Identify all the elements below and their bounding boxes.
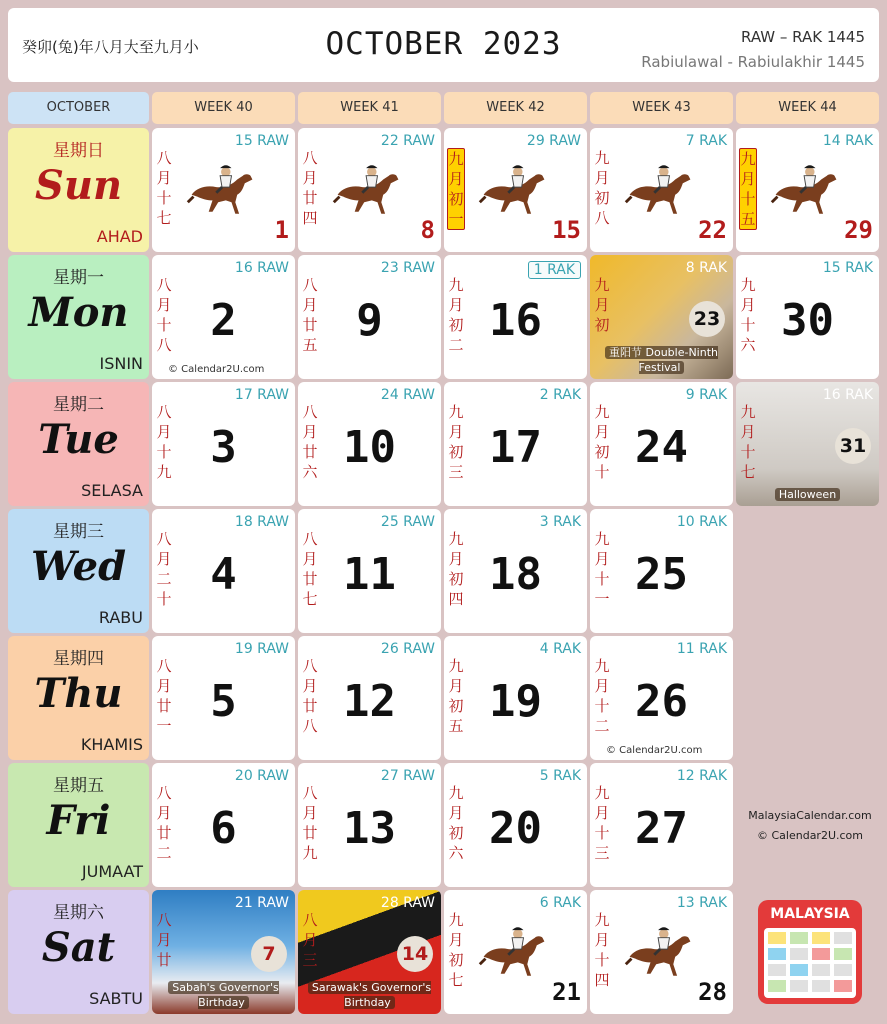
week-43-header: WEEK 43 bbox=[590, 92, 733, 124]
lunar-date: 九 月 十 二 bbox=[594, 657, 610, 735]
date-cell-12[interactable] bbox=[298, 636, 441, 760]
horse-racing-icon bbox=[622, 920, 698, 982]
date-cell-28[interactable] bbox=[590, 890, 733, 1014]
date-number: 5 bbox=[210, 676, 237, 727]
date-cell-11[interactable] bbox=[298, 509, 441, 633]
lunar-date: 八 月 廿 五 bbox=[302, 276, 318, 354]
date-number: 29 bbox=[844, 216, 873, 244]
badge-grid-icon bbox=[764, 928, 856, 998]
lunar-date: 八 月 廿 一 bbox=[156, 657, 172, 735]
hijri-date: 23 RAW bbox=[380, 260, 435, 276]
date-number: 27 bbox=[635, 803, 688, 854]
day-label-sat bbox=[8, 890, 149, 1014]
day-name-english: Wed bbox=[30, 543, 127, 590]
lunar-date: 九 月 初 八 bbox=[594, 149, 610, 227]
date-number: 25 bbox=[635, 549, 688, 600]
day-name-chinese: 星期一 bbox=[53, 268, 104, 288]
date-number: 16 bbox=[489, 295, 542, 346]
day-name-chinese: 星期二 bbox=[53, 395, 104, 415]
date-number: 23 bbox=[689, 301, 725, 337]
lunar-date: 八 月 十 七 bbox=[156, 149, 172, 227]
badge-title: MALAYSIA bbox=[770, 906, 850, 922]
date-cell-6[interactable] bbox=[152, 763, 295, 887]
week-40-header: WEEK 40 bbox=[152, 92, 295, 124]
lunar-date: 八 月 廿 八 bbox=[302, 657, 318, 735]
month-title: OCTOBER 2023 bbox=[325, 26, 562, 62]
hijri-date: 3 RAK bbox=[539, 514, 581, 530]
date-number: 14 bbox=[397, 936, 433, 972]
date-number: 12 bbox=[343, 676, 396, 727]
date-number: 31 bbox=[835, 428, 871, 464]
date-cell-8[interactable] bbox=[298, 128, 441, 252]
lunar-year-title: 癸卯(兔)年八月大至九月小 bbox=[22, 38, 199, 56]
date-number: 3 bbox=[210, 422, 237, 473]
lunar-date: 八 月 廿 四 bbox=[302, 149, 318, 227]
date-number: 13 bbox=[343, 803, 396, 854]
date-number: 21 bbox=[552, 978, 581, 1006]
site-credit: © Calendar2U.com bbox=[757, 829, 863, 842]
hijri-date: 6 RAK bbox=[539, 895, 581, 911]
day-name-chinese: 星期五 bbox=[53, 776, 104, 796]
day-label-fri bbox=[8, 763, 149, 887]
lunar-date: 九 月 初 四 bbox=[448, 530, 464, 608]
lunar-date: 九 月 初 十 bbox=[594, 403, 610, 481]
date-cell-5[interactable] bbox=[152, 636, 295, 760]
horse-racing-icon bbox=[768, 158, 844, 220]
date-cell-30[interactable] bbox=[736, 255, 879, 379]
holiday-name: 重阳节 Double-Ninth Festival bbox=[590, 345, 733, 375]
hijri-date: 2 RAK bbox=[539, 387, 581, 403]
hijri-date: 14 RAK bbox=[822, 133, 873, 149]
date-number: 8 bbox=[420, 216, 435, 244]
day-name-malay: SELASA bbox=[81, 481, 143, 500]
day-name-english: Thu bbox=[34, 670, 123, 717]
date-cell-19[interactable] bbox=[444, 636, 587, 760]
holiday-name: Halloween bbox=[736, 487, 879, 502]
date-cell-29[interactable] bbox=[736, 128, 879, 252]
day-label-wed bbox=[8, 509, 149, 633]
week-44-header: WEEK 44 bbox=[736, 92, 879, 124]
date-cell-4[interactable] bbox=[152, 509, 295, 633]
hijri-year: RAW – RAK 1445 bbox=[741, 28, 865, 46]
date-number: 7 bbox=[251, 936, 287, 972]
date-cell-23[interactable] bbox=[590, 255, 733, 379]
hijri-date: 13 RAK bbox=[676, 895, 727, 911]
day-name-malay: AHAD bbox=[96, 227, 143, 246]
horse-racing-icon bbox=[476, 158, 552, 220]
day-name-malay: JUMAAT bbox=[81, 862, 143, 881]
date-cell-18[interactable] bbox=[444, 509, 587, 633]
lunar-date: 八 月 三 bbox=[302, 911, 318, 969]
site-link[interactable]: MalaysiaCalendar.com bbox=[748, 809, 872, 822]
day-name-english: Mon bbox=[28, 289, 129, 336]
hijri-date: 16 RAW bbox=[234, 260, 289, 276]
lunar-date: 八 月 廿 七 bbox=[302, 530, 318, 608]
day-name-chinese: 星期六 bbox=[53, 903, 104, 923]
hijri-date: 15 RAW bbox=[234, 133, 289, 149]
holiday-name: Sarawak's Governor's Birthday bbox=[298, 980, 441, 1010]
lunar-date: 八 月 十 八 bbox=[156, 276, 172, 354]
lunar-date: 九 月 十 五 bbox=[740, 150, 756, 228]
hijri-date: 27 RAW bbox=[380, 768, 435, 784]
side-credit bbox=[740, 806, 880, 846]
hijri-date: 21 RAW bbox=[234, 895, 289, 911]
date-number: 30 bbox=[781, 295, 834, 346]
hijri-date: 11 RAK bbox=[676, 641, 727, 657]
date-number: 22 bbox=[698, 216, 727, 244]
date-cell-27[interactable] bbox=[590, 763, 733, 887]
date-number: 1 bbox=[274, 216, 289, 244]
day-name-malay: ISNIN bbox=[99, 354, 143, 373]
date-number: 17 bbox=[489, 422, 542, 473]
date-cell-22[interactable] bbox=[590, 128, 733, 252]
lunar-date: 九 月 十 六 bbox=[740, 276, 756, 354]
date-cell-10[interactable] bbox=[298, 382, 441, 506]
malaysia-calendar-badge[interactable] bbox=[758, 900, 862, 1004]
horse-racing-icon bbox=[330, 158, 406, 220]
day-label-mon bbox=[8, 255, 149, 379]
day-name-english: Sat bbox=[41, 924, 116, 971]
date-number: 11 bbox=[343, 549, 396, 600]
date-cell-13[interactable] bbox=[298, 763, 441, 887]
date-number: 28 bbox=[698, 978, 727, 1006]
date-number: 6 bbox=[210, 803, 237, 854]
date-number: 18 bbox=[489, 549, 542, 600]
day-name-chinese: 星期三 bbox=[53, 522, 104, 542]
day-label-sun bbox=[8, 128, 149, 252]
lunar-date: 八 月 十 九 bbox=[156, 403, 172, 481]
hijri-date: 4 RAK bbox=[539, 641, 581, 657]
date-cell-3[interactable] bbox=[152, 382, 295, 506]
horse-racing-icon bbox=[622, 158, 698, 220]
day-name-malay: RABU bbox=[98, 608, 143, 627]
lunar-date: 九 月 初 bbox=[594, 276, 610, 334]
day-label-tue bbox=[8, 382, 149, 506]
date-cell-21[interactable] bbox=[444, 890, 587, 1014]
hijri-date: 19 RAW bbox=[234, 641, 289, 657]
holiday-name: Sabah's Governor's Birthday bbox=[152, 980, 295, 1010]
date-cell-24[interactable] bbox=[590, 382, 733, 506]
cell-credit: © Calendar2U.com bbox=[606, 745, 703, 756]
day-name-chinese: 星期日 bbox=[53, 141, 104, 161]
lunar-date: 九 月 初 三 bbox=[448, 403, 464, 481]
month-column-header: OCTOBER bbox=[8, 92, 149, 124]
date-cell-26[interactable] bbox=[590, 636, 733, 760]
hijri-date: 7 RAK bbox=[685, 133, 727, 149]
hijri-date: 12 RAK bbox=[676, 768, 727, 784]
date-number: 24 bbox=[635, 422, 688, 473]
date-cell-15[interactable] bbox=[444, 128, 587, 252]
hijri-date: 29 RAW bbox=[526, 133, 581, 149]
date-number: 15 bbox=[552, 216, 581, 244]
hijri-date: 9 RAK bbox=[685, 387, 727, 403]
hijri-date: 28 RAW bbox=[380, 895, 435, 911]
date-number: 10 bbox=[343, 422, 396, 473]
hijri-date: 16 RAK bbox=[822, 387, 873, 403]
hijri-date: 17 RAW bbox=[234, 387, 289, 403]
date-cell-20[interactable] bbox=[444, 763, 587, 887]
day-name-malay: KHAMIS bbox=[80, 735, 143, 754]
date-number: 26 bbox=[635, 676, 688, 727]
lunar-date: 八 月 廿 bbox=[156, 911, 172, 969]
date-cell-14[interactable] bbox=[298, 890, 441, 1014]
date-cell-1[interactable] bbox=[152, 128, 295, 252]
date-number: 19 bbox=[489, 676, 542, 727]
lunar-date: 九 月 初 一 bbox=[448, 150, 464, 228]
lunar-date: 九 月 初 五 bbox=[448, 657, 464, 735]
horse-racing-icon bbox=[184, 158, 260, 220]
hijri-date: 15 RAK bbox=[822, 260, 873, 276]
cell-credit: © Calendar2U.com bbox=[168, 364, 265, 375]
hijri-date: 5 RAK bbox=[539, 768, 581, 784]
week-41-header: WEEK 41 bbox=[298, 92, 441, 124]
calendar-header bbox=[8, 8, 879, 82]
lunar-date: 八 月 廿 二 bbox=[156, 784, 172, 862]
lunar-date: 九 月 十 三 bbox=[594, 784, 610, 862]
hijri-date: 26 RAW bbox=[380, 641, 435, 657]
hijri-date: 8 RAK bbox=[685, 260, 727, 276]
lunar-date: 九 月 初 六 bbox=[448, 784, 464, 862]
day-name-english: Sun bbox=[34, 162, 123, 209]
lunar-date: 八 月 廿 九 bbox=[302, 784, 318, 862]
day-name-english: Fri bbox=[46, 797, 111, 844]
date-number: 20 bbox=[489, 803, 542, 854]
lunar-date: 九 月 初 二 bbox=[448, 276, 464, 354]
date-number: 4 bbox=[210, 549, 237, 600]
hijri-date: 10 RAK bbox=[676, 514, 727, 530]
day-label-thu bbox=[8, 636, 149, 760]
date-cell-17[interactable] bbox=[444, 382, 587, 506]
day-name-chinese: 星期四 bbox=[53, 649, 104, 669]
date-cell-16[interactable] bbox=[444, 255, 587, 379]
hijri-date: 22 RAW bbox=[380, 133, 435, 149]
lunar-date: 九 月 初 七 bbox=[448, 911, 464, 989]
date-cell-7[interactable] bbox=[152, 890, 295, 1014]
day-name-english: Tue bbox=[38, 416, 119, 463]
date-number: 2 bbox=[210, 295, 237, 346]
lunar-date: 八 月 廿 六 bbox=[302, 403, 318, 481]
day-name-malay: SABTU bbox=[89, 989, 143, 1008]
lunar-date: 九 月 十 一 bbox=[594, 530, 610, 608]
date-cell-31[interactable] bbox=[736, 382, 879, 506]
hijri-date: 1 RAK bbox=[528, 261, 581, 279]
hijri-date: 25 RAW bbox=[380, 514, 435, 530]
hijri-date: 24 RAW bbox=[380, 387, 435, 403]
hijri-date: 20 RAW bbox=[234, 768, 289, 784]
hijri-date: 18 RAW bbox=[234, 514, 289, 530]
date-cell-2[interactable] bbox=[152, 255, 295, 379]
week-42-header: WEEK 42 bbox=[444, 92, 587, 124]
date-cell-25[interactable] bbox=[590, 509, 733, 633]
lunar-date: 九 月 十 七 bbox=[740, 403, 756, 481]
hijri-months: Rabiulawal - Rabiulakhir 1445 bbox=[641, 53, 865, 71]
date-cell-9[interactable] bbox=[298, 255, 441, 379]
horse-racing-icon bbox=[476, 920, 552, 982]
lunar-date: 九 月 十 四 bbox=[594, 911, 610, 989]
lunar-date: 八 月 二 十 bbox=[156, 530, 172, 608]
date-number: 9 bbox=[356, 295, 383, 346]
